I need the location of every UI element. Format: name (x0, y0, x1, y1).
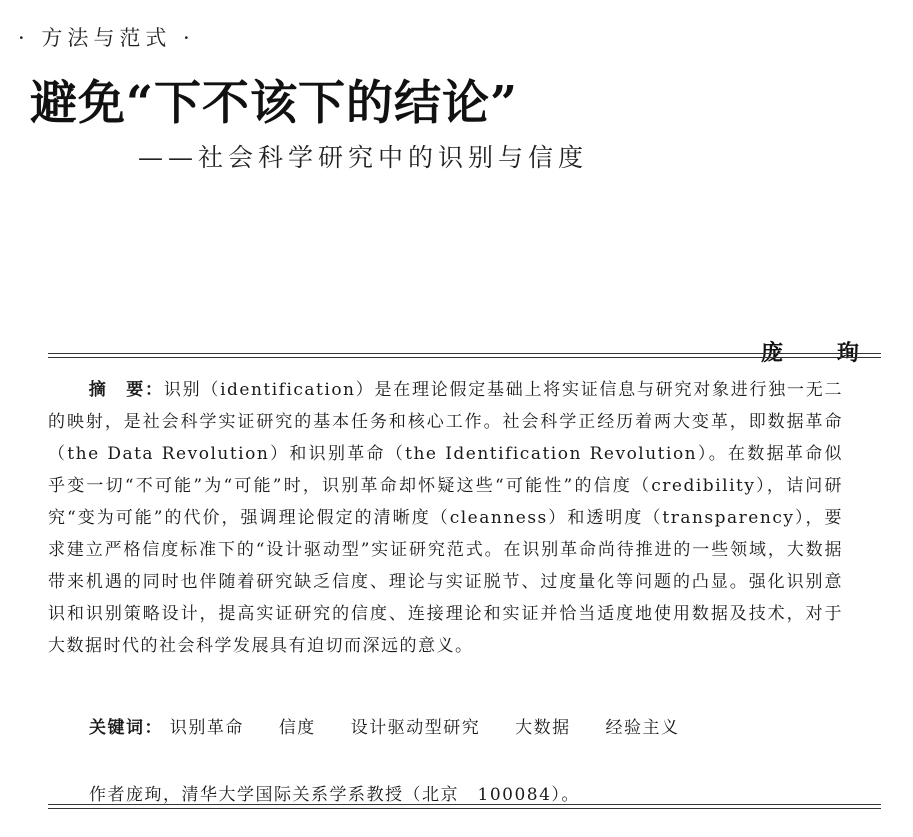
author-affiliation-note: 作者庞珣，清华大学国际关系学系教授（北京 100084）。 (89, 785, 580, 805)
page-subtitle: ——社会科学研究中的识别与信度 (138, 143, 589, 172)
keyword: 识别革命 (169, 718, 244, 738)
author-name: 庞珣 (760, 340, 913, 366)
abstract (48, 374, 843, 662)
abstract-label: 摘 要： (88, 380, 164, 400)
column-label: · 方法与范式 · (18, 26, 195, 50)
top-divider (48, 353, 881, 358)
keywords-label: 关键词： (89, 718, 163, 738)
bottom-divider (48, 804, 881, 809)
keyword: 设计驱动型研究 (350, 718, 481, 738)
keywords (48, 712, 843, 744)
abstract-text: 识别（identification）是在理论假定基础上将实证信息与研究对象进行独一无二的映射，是社会科学实证研究的基本任务和核心工作。社会科学正经历着两大变革，即数据革命（the Data Revolution）和识别革命（the Identification Revolution）。在数据革命似乎变一切“不可能”为“可能”时，识别革命却怀疑这些“可能性”的信度（credibility），诘问研究“变为可能”的代价，强调理论假定的清晰度（cleanness）和透明度（transparency），要求建立严格信度标准下的“设计驱动型”实证研究范式。在识别革命尚待推进的一些领域，大数据带来机遇的同时也伴随着研究缺乏信度、理论与实证脱节、过度量化等问题的凸显。强化识别意识和识别策略设计，提高实证研究的信度、连接理论和实证并恰当适度地使用数据及技术，对于大数据时代的社会科学发展具有迫切而深远的意义。 (48, 380, 844, 656)
keyword: 信度 (278, 718, 316, 738)
keyword: 大数据 (515, 718, 571, 738)
keyword: 经验主义 (605, 718, 680, 738)
page-title: 避免“下不该下的结论” (30, 76, 519, 131)
